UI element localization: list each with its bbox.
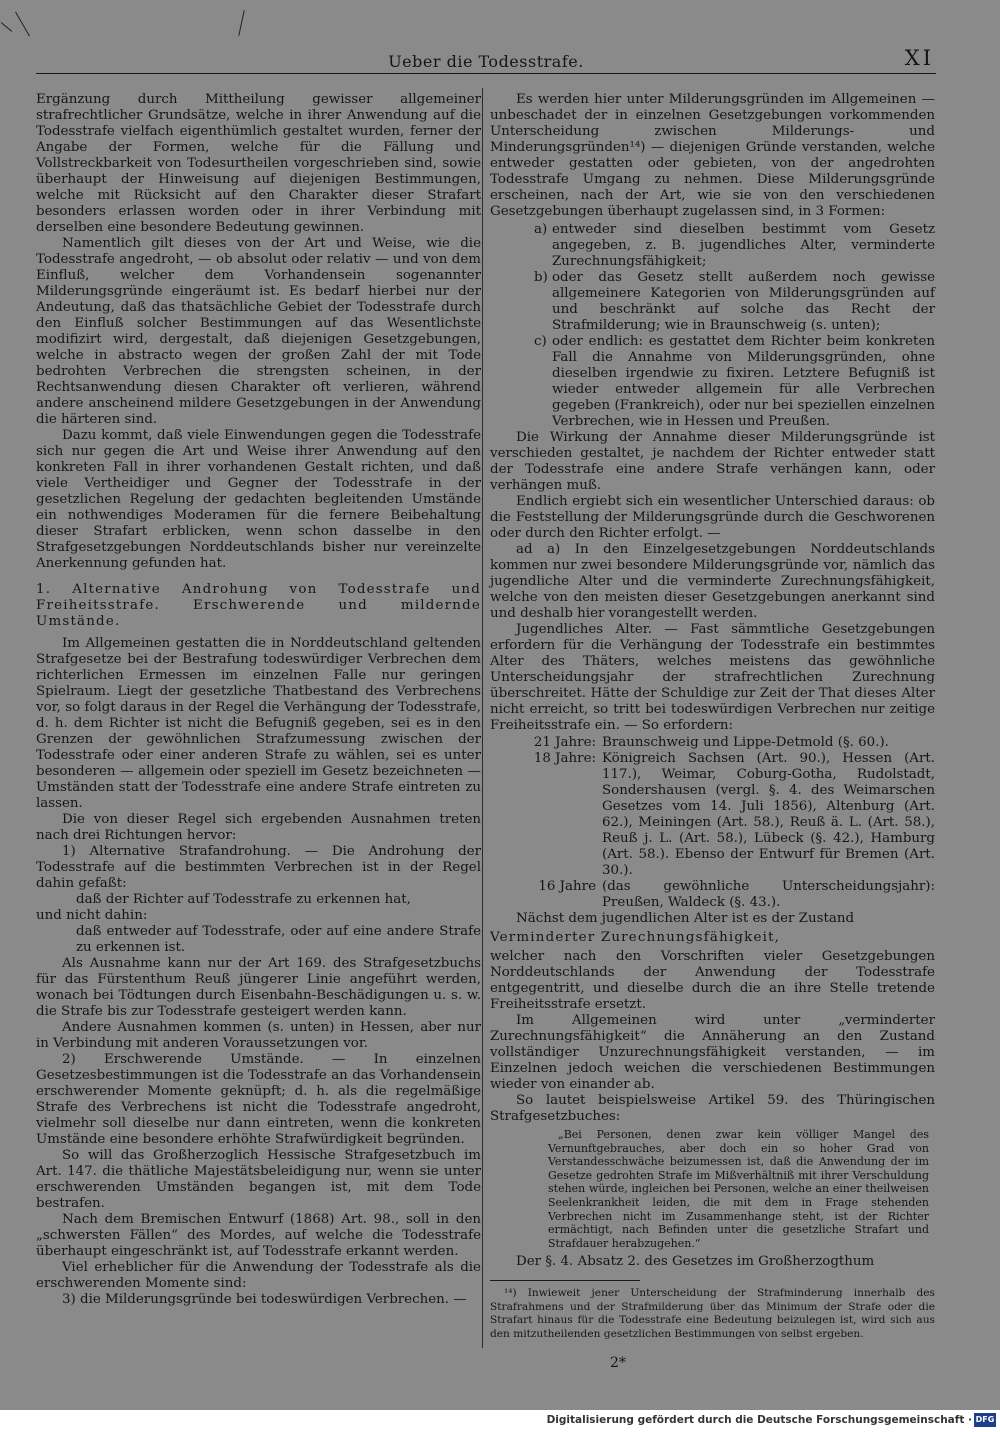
signature-mark: 2* [610,1354,626,1371]
paragraph: Es werden hier unter Milderungsgründen im Allgemeinen — unbeschadet der in einzelnen Gesetzgebungen vorkommenden Unterscheidung zwischen Milderungs- und Minderungsgründen¹⁴) — diejenigen Gründe verstanden, welche entweder gestatten oder gebieten, von der angedrohten Todesstrafe Umgang zu nehmen. Diese Milderungsgründe erscheinen, nach der Art, wie sie von den verschiedenen Gesetzgebungen überhaupt zugelassen sind, in 3 Formen: [490,92,935,219]
paragraph: Ergänzung durch Mittheilung gewisser allgemeiner strafrechtlicher Grundsätze, welche in ihrer Anwendung auf die Todesstrafe vielfach eigenthümlich gestaltet wurden, ferner der Angabe der Formen, welche für die Fällung und Vollstreckbarkeit von Todesurtheilen vorgeschrieben sind, sowie überhaupt der Hinweisung auf diejenigen Bestimmungen, welche mit Rücksicht auf den Charakter dieser Strafart besonders erlassen worden oder in ihrer Verbindung mit derselben eine besondere Bedeutung gewinnen. [36,92,481,235]
paragraph: ad a) In den Einzelgesetzgebungen Norddeutschlands kommen nur zwei besondere Milderungsgründe vor, nämlich das jugendliche Alter und die verminderte Zurechnungsfähigkeit, welche von den meisten dieser Gesetzgebungen anerkannt sind und deshalb hier vorangestellt werden. [490,542,935,621]
paragraph: Viel erheblicher für die Anwendung der Todesstrafe als die erschwerenden Momente sind: [36,1260,481,1291]
paragraph: Endlich ergiebt sich ein wesentlicher Unterschied daraus: ob die Feststellung der Milderungsgründe durch die Geschworenen oder durch den Richter erfolgt. — [490,494,935,541]
age-label: 18 Jahre: [533,751,596,766]
paragraph: 2) Erschwerende Umstände. — In einzelnen Gesetzesbestimmungen ist die Todesstrafe an das Vorhandensein erschwerender Momente geknüpft; d. h. als die regelmäßige Strafe des Verbrechens ist nicht die Todesstrafe angedroht, vielmehr soll dieselbe nur dann eintreten, wenn die konkreten Umstände eine besondere erhöhte Strafwürdigkeit begründen. [36,1052,481,1147]
quote-text: „Bei Personen, denen zwar kein völliger Mangel des Vernunftgebrauches, aber doch ein so hoher Grad von Verstandesschwäche beizumessen ist, daß die Anwendung der im Gesetze gedrohten Strafe im Mißverhältniß mit ihrer Verschuldung stehen würde, ingleichen bei Personen, welche an einer theilweisen Seelenkrankheit leiden, die mit dem in Frage stehenden Verbrechen nicht im Zusammenhange steht, ist der Richter ermächtigt, nach Befinden unter die gesetzliche Strafart und Strafdauer herabzugehen.“ [548,1128,929,1250]
paragraph: 3) die Milderungsgründe bei todeswürdigen Verbrechen. — [62,1292,467,1307]
dfg-logo: DFG [974,1413,996,1427]
paragraph: So will das Großherzoglich Hessische Strafgesetzbuch im Art. 147. die thätliche Majestätsbeleidigung nur, wenn sie unter erschwerenden Umständen begangen ist, mit dem Tode bestrafen. [36,1148,481,1211]
list-marker: c) [534,334,547,349]
paragraph: Nächst dem jugendlichen Alter ist es der Zustand [516,911,855,926]
paragraph: Im Allgemeinen gestatten die in Norddeutschland geltenden Strafgesetze bei der Bestrafung todeswürdiger Verbrechen dem richterlichen Ermessen im einzelnen Falle nur geringen Spielraum. Liegt der gesetzliche Thatbestand des Verbrechens vor, so folgt daraus in der Regel die Verhängung der Todesstrafe, d. h. dem Richter ist nicht die Befugniß gegeben, sei es in den Grenzen der gewöhnlichen Strafzumessung zwischen der Todesstrafe oder einer anderen Strafe zu wählen, sei es unter besonderen — allgemein oder speziell im Gesetz bezeichneten — Umständen statt der Todesstrafe eine andere Strafe eintreten zu lassen. [36,636,481,811]
footnote: ¹⁴) Inwieweit jener Unterscheidung der Strafminderung innerhalb des Strafrahmens und der Strafmilderung über das Minimum der Strafe oder die Strafart hinaus für die Todesstrafe eine Bedeutung beizulegen ist, wird sich aus den mitzutheilenden gesetzlichen Bestimmungen von selbst ergeben. [490,1287,935,1340]
list-marker: a) [534,222,548,237]
paragraph: Namentlich gilt dieses von der Art und Weise, wie die Todesstrafe angedroht, — ob absolut oder relativ — und von dem Einfluß, welcher dem Vorhandensein sogenannter Milderungsgründe eingeräumt ist. Es bedarf hierbei nur der Andeutung, daß das thatsächliche Gebiet der Todesstrafe durch den Einfluß solcher Bestimmungen auf das Wesentlichste modifizirt wird, dergestalt, daß diejenigen Gesetzgebungen, welche in abstracto wegen der großen Zahl der mit Tode bedrohten Verbrechen die strengsten scheinen, in der Rechtsanwendung diesen Charakter oft verlieren, während andere anscheinend mildere Gesetzgebungen in der Anwendung die härteren sind. [36,236,481,427]
age-label: 21 Jahre: [533,735,596,750]
page-number: XI [904,46,934,70]
paragraph: Im Allgemeinen wird unter „verminderter Zurechnungsfähigkeit“ die Annäherung an den Zustand vollständiger Unzurechnungsfähigkeit verstanden, — im Einzelnen jedoch weichen die verschiedenen Bestimmungen wieder von einander ab. [490,1013,935,1092]
age-table [490,735,935,911]
column-divider [482,88,483,1348]
paragraph: Die Wirkung der Annahme dieser Milderungsgründe ist verschieden gestaltet, je nachdem der Richter entweder statt der Todesstrafe eine andere Strafe verhängen kann, oder verhängen muß. [490,430,935,493]
paragraph: Der §. 4. Absatz 2. des Gesetzes im Großherzogthum [516,1254,875,1270]
paragraph: So lautet beispielsweise Artikel 59. des Thüringischen Strafgesetzbuches: [490,1093,935,1124]
paragraph: 1) Alternative Strafandrohung. — Die Androhung der Todesstrafe auf die bestimmten Verbrechen ist in der Regel dahin gefaßt: [36,844,481,891]
paragraph: und nicht dahin: [36,908,148,923]
block-quote [490,1128,935,1250]
forms-list [490,222,935,430]
age-label: 16 Jahre [538,879,596,894]
paragraph: Nach dem Bremischen Entwurf (1868) Art. 98., soll in den „schwersten Fällen“ des Mordes, auf welche die Todesstrafe überhaupt eingeschränkt ist, auf Todesstrafe erkannt werden. [36,1212,481,1259]
list-item [490,270,935,334]
list-text: oder das Gesetz stellt außerdem noch gewisse allgemeinere Kategorien von Milderungsgründen auf und beschränkt auf solche das Recht der Strafmilderung; wie in Braunschweig (s. unten); [552,270,935,333]
quoted-formula: daß der Richter auf Todesstrafe zu erkennen hat, [76,892,411,907]
age-row [490,735,935,751]
paragraph: welcher nach den Vorschriften vieler Gesetzgebungen Norddeutschlands der Anwendung der Todesstrafe entgegentritt, und dieselbe durch die an ihre Stelle tretende Freiheitsstrafe ersetzt. [490,949,935,1012]
paragraph: Als Ausnahme kann nur der Art 169. des Strafgesetzbuchs für das Fürstenthum Reuß jüngerer Linie angeführt werden, wonach bei Tödtungen durch Eisenbahn-Beschädigungen u. s. w. die Strafe bis zur Todesstrafe gesteigert werden kann. [36,956,481,1019]
centered-heading: Verminderter Zurechnungsfähigkeit, [490,930,781,945]
section-heading: 1. Alternative Androhung von Todesstrafe und Freiheitsstrafe. Erschwerende und mildernde Umstände. [36,582,481,629]
scan-scratch [15,12,30,37]
running-header [36,46,936,74]
funding-credit: Digitalisierung gefördert durch die Deutsche Forschungsgemeinschaft · [546,1414,972,1426]
age-row [490,879,935,911]
list-item [490,222,935,270]
quoted-formula: daß entweder auf Todesstrafe, oder auf eine andere Strafe zu erkennen ist. [76,924,481,955]
paragraph: Dazu kommt, daß viele Einwendungen gegen die Todesstrafe sich nur gegen die Art und Weise ihrer Anwendung auf den konkreten Fall in ihrer vorhandenen Gestalt richten, und daß viele Vertheidiger und Gegner der Todesstrafe in der gesetzlichen Regelung der gedachten begleitenden Umstände ein nothwendiges Moderamen für die fernere Beibehaltung dieser Strafart erblicken, wenn schon dasselbe in den Strafgesetzgebungen Norddeutschlands bisher nur vereinzelte Anerkennung gefunden hat. [36,428,481,571]
list-text: oder endlich: es gestattet dem Richter beim konkreten Fall die Annahme von Milderungsgründen, ohne dieselben irgendwie zu fixiren. Letztere Befugniß ist wieder entweder allgemein für alle Verbrechen gegeben (Frankreich), oder nur bei speziellen einzelnen Verbrechen, wie in Hessen und Preußen. [552,334,935,429]
right-column [490,92,935,1371]
scan-scratch [1,22,12,32]
age-text: Königreich Sachsen (Art. 90.), Hessen (Art. 117.), Weimar, Coburg-Gotha, Rudolstadt, Sondershausen (vergl. §. 4. des Weimarschen Gesetzes vom 14. Juli 1856), Altenburg (Art. 62.), Meiningen (Art. 58.), Reuß ä. L. (Art. 58.), Reuß j. L. (Art. 58.), Lübeck (§. 42.), Hamburg (Art. 58.). Ebenso der Entwurf für Bremen (Art. 30.). [602,751,935,878]
paragraph: Jugendliches Alter. — Fast sämmtliche Gesetzgebungen erfordern für die Verhängung der Todesstrafe ein bestimmtes Alter des Thäters, welches meistens das gewöhnliche Unterscheidungsjahr der strafrechtlichen Zurechnung überschreitet. Hätte der Schuldige zur Zeit der That dieses Alter nicht erreicht, so tritt bei todeswürdigen Verbrechen nur zeitige Freiheitsstrafe ein. — So erfordern: [490,622,935,733]
age-text: Braunschweig und Lippe-Detmold (§. 60.). [602,735,889,750]
age-row [490,751,935,879]
footnote-rule [490,1280,640,1281]
running-title: Ueber die Todesstrafe. [388,52,584,71]
list-marker: b) [534,270,548,285]
scan-scratch [238,10,244,36]
list-item [490,334,935,430]
paragraph: Andere Ausnahmen kommen (s. unten) in Hessen, aber nur in Verbindung mit anderen Voraussetzungen vor. [36,1020,481,1051]
age-text: (das gewöhnliche Unterscheidungsjahr): Preußen, Waldeck (§. 43.). [602,879,935,910]
paragraph: Die von dieser Regel sich ergebenden Ausnahmen treten nach drei Richtungen hervor: [36,812,481,843]
footer-bar [0,1410,1000,1432]
list-text: entweder sind dieselben bestimmt vom Gesetz angegeben, z. B. jugendliches Alter, verminderte Zurechnungsfähigkeit; [552,222,935,269]
left-column [36,92,481,1308]
